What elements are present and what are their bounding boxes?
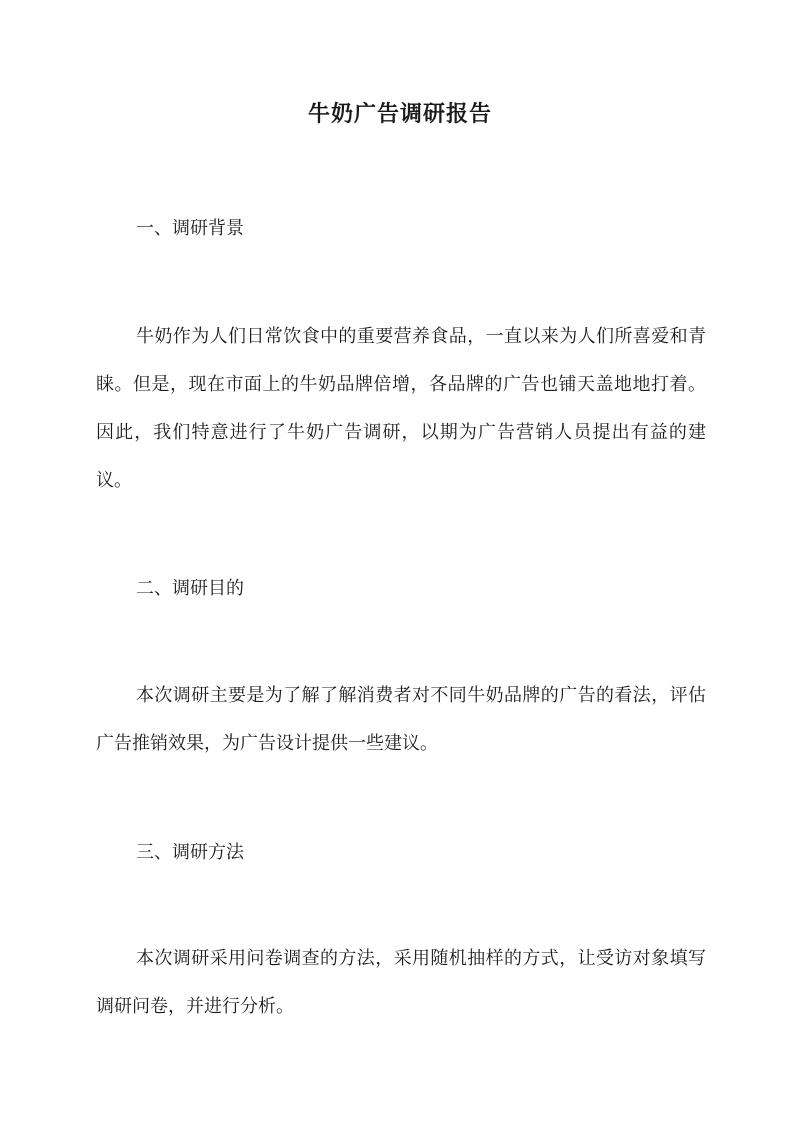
section-heading-background: 一、调研背景 (136, 218, 244, 239)
section-heading-purpose: 二、调研目的 (136, 578, 244, 599)
section-paragraph-background: 牛奶作为人们日常饮食中的重要营养食品，一直以来为人们所喜爱和青睐。但是，现在市面上的牛奶品牌倍增，各品牌的广告也铺天盖地地打着。因此，我们特意进行了牛奶广告调研，以期为广告营销人员提出有益的建议。 (96, 326, 706, 491)
section-paragraph-method: 本次调研采用问卷调查的方法，采用随机抽样的方式，让受访对象填写调研问卷，并进行分析。 (96, 948, 706, 1017)
document-title: 牛奶广告调研报告 (307, 101, 492, 127)
section-heading-method: 三、调研方法 (136, 842, 244, 863)
section-paragraph-purpose: 本次调研主要是为了解了解消费者对不同牛奶品牌的广告的看法，评估广告推销效果，为广告设计提供一些建议。 (96, 685, 706, 754)
